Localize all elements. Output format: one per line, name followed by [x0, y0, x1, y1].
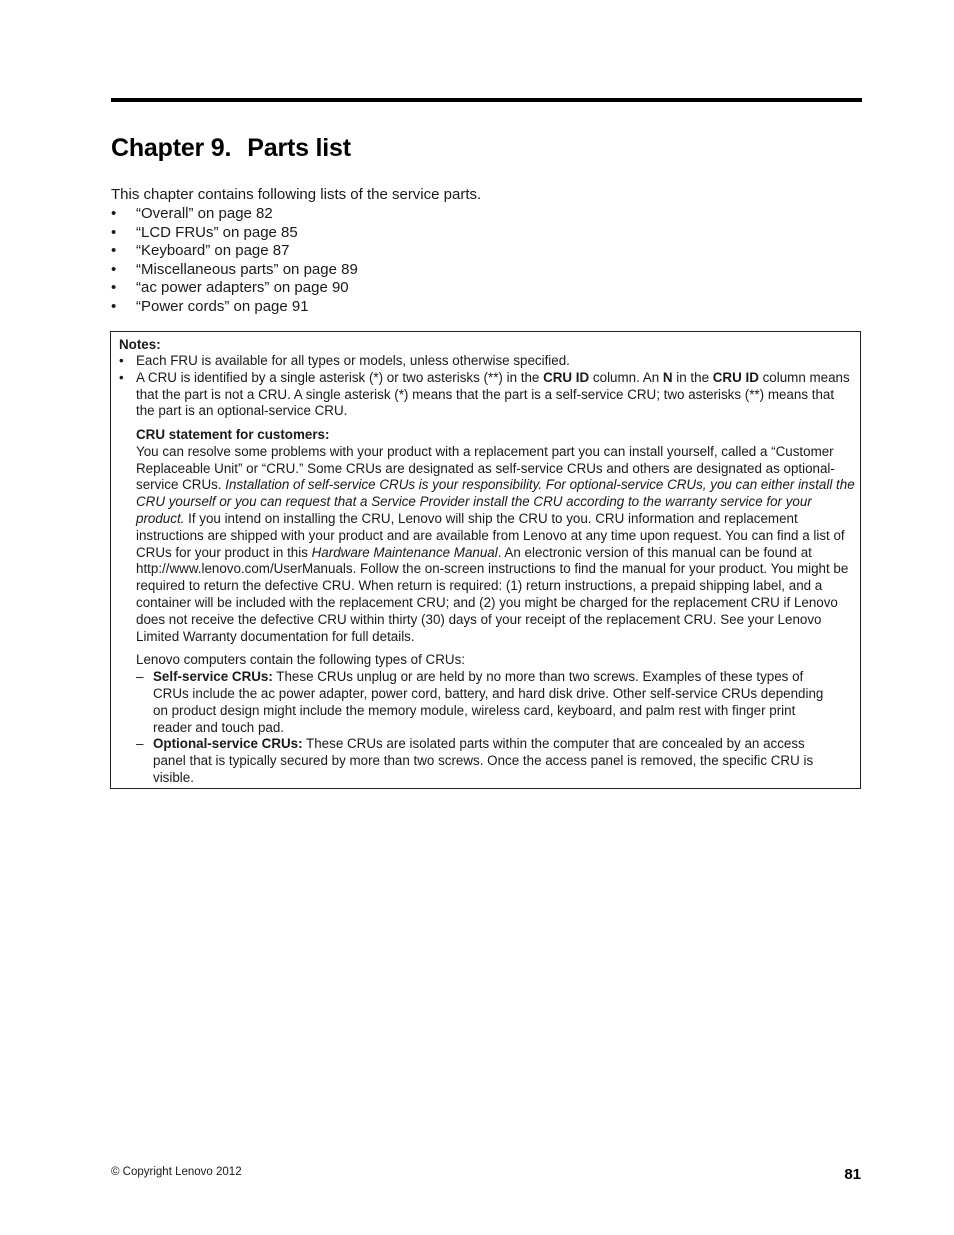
page-number: 81: [844, 1166, 861, 1183]
toc-link-overall[interactable]: “Overall” on page 82: [136, 205, 273, 222]
cru-types-list: [136, 669, 858, 787]
cru-statement-text: You can resolve some problems with your product with a replacement part you can install yourself, called a “Customer Replaceable Unit” or “CRU.” Some CRUs are designated as self-service CRUs and others are designated as optional-service CRUs. Installation of self-service CRUs is your responsibility. For optional-service CRUs, you can either install the CRU yourself or you can request that a Service Provider install the CRU according to the warranty service for your product. If you intend on installing the CRU, Lenovo will ship the CRU to you. CRU information and replacement instructions are shipped with your product and are available from Lenovo at any time upon request. You can find a list of CRUs for your product in this Hardware Maintenance Manual. An electronic version of this manual can be found at http://www.lenovo.com/UserManuals. Follow the on-screen instructions to find the manual for your product. You might be required to return the defective CRU. When return is required: (1) return instructions, a prepaid shipping label, and a container will be included with the replacement CRU; and (2) you might be charged for the replacement CRU if Lenovo does not receive the defective CRU within thirty (30) days of your receipt of the replacement CRU. See your Lenovo Limited Warranty documentation for full details.: [136, 443, 855, 644]
notes-list: [119, 353, 854, 420]
cru-statement-heading: CRU statement for customers:: [136, 427, 330, 442]
chapter-contents-list: [111, 205, 358, 317]
toc-link-power-cords[interactable]: “Power cords” on page 91: [136, 297, 309, 315]
toc-link-keyboard[interactable]: “Keyboard” on page 87: [136, 242, 290, 260]
notes-heading: Notes:: [119, 337, 161, 352]
list-item: [111, 224, 358, 243]
toc-link-lcd-frus[interactable]: “LCD FRUs” on page 85: [136, 223, 298, 241]
note-fru-availability: • Each FRU is available for all types or models, unless otherwise specified.: [119, 353, 854, 370]
chapter-number: Chapter 9.: [111, 134, 232, 162]
chapter-title: [111, 134, 351, 163]
list-item: [111, 242, 358, 261]
footer-copyright: © Copyright Lenovo 2012: [111, 1166, 242, 1178]
cru-type-optional-service: – Optional-service CRUs: These CRUs are isolated parts within the computer that are concealed by an access panel that is typically secured by more than two screws. Once the access panel is removed, the specific CRU is visible.: [136, 736, 833, 786]
cru-types-intro: Lenovo computers contain the following types of CRUs:: [136, 652, 465, 668]
list-item: [111, 279, 358, 298]
list-item: [111, 298, 358, 317]
toc-link-ac-power-adapters[interactable]: “ac power adapters” on page 90: [136, 279, 349, 297]
cru-type-self-service: – Self-service CRUs: These CRUs unplug or are held by no more than two screws. Examples of these types of CRUs include the ac power adapter, power cord, battery, and hard disk drive. Other self-service CRUs depending on product design might include the memory module, wireless card, keyboard, and palm rest with finger print reader and touch pad.: [136, 669, 833, 736]
note-cru-identification: • A CRU is identified by a single asterisk (*) or two asterisks (**) in the CRU ID column. An N in the CRU ID column means that the part is not a CRU. A single asterisk (*) means that the part is a self-service CRU; two asterisks (**) means that the part is an optional-service CRU.: [119, 370, 854, 420]
notes-box: [110, 331, 861, 789]
toc-link-misc-parts[interactable]: “Miscellaneous parts” on page 89: [136, 260, 358, 278]
chapter-rule: [111, 98, 862, 102]
cru-statement: [136, 427, 858, 787]
list-item: [111, 205, 358, 224]
chapter-name: Parts list: [247, 134, 351, 162]
list-item: [111, 261, 358, 280]
chapter-intro: This chapter contains following lists of the service parts.: [111, 186, 482, 203]
